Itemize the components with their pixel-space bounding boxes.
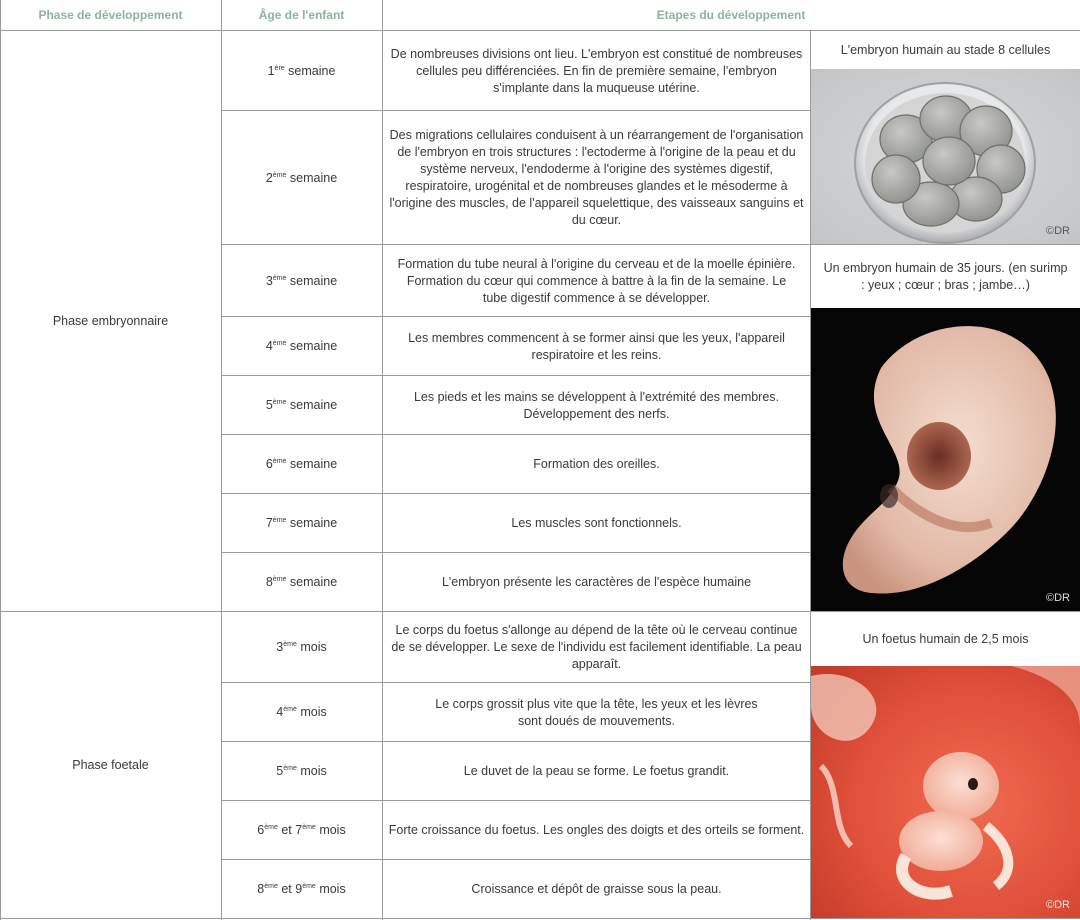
age-cell: 8ème et 9ème mois (257, 882, 346, 896)
grid-line (221, 0, 222, 920)
grid-line (221, 375, 810, 376)
grid-line (221, 682, 810, 683)
step-text: Formation des oreilles. (533, 457, 660, 471)
step-text: Le corps grossit plus vite que la tête, les yeux et les lèvres sont doués de mouvements. (435, 696, 758, 728)
grid-line (0, 0, 1, 920)
step-text: Le duvet de la peau se forme. Le foetus grandit. (463, 764, 730, 778)
age-cell: 3ème mois (276, 640, 327, 654)
grid-line (382, 0, 383, 920)
grid-line (810, 31, 811, 920)
grid-line (221, 316, 810, 317)
grid-line (221, 110, 810, 111)
photo-8-cell-embryo (811, 69, 1080, 245)
header-phase: Phase de développement (38, 8, 183, 22)
step-text: Croissance et dépôt de graisse sous la peau. (471, 882, 722, 896)
grid-line (221, 493, 810, 494)
photo-foetus-2-5-months (811, 666, 1080, 919)
image-caption: L'embryon humain au stade 8 cellules (811, 31, 1080, 69)
age-cell: 5ème mois (276, 764, 327, 778)
age-cell: 5ème semaine (265, 398, 338, 412)
age-cell: 4ème semaine (265, 339, 338, 353)
step-text: De nombreuses divisions ont lieu. L'embryon est constitué de nombreuses cellules peu différenciées. En fin de première semaine, l'embryon s'implante dans la muqueuse utérine. (390, 46, 803, 95)
age-cell: 6ème et 7ème mois (257, 823, 346, 837)
photo-35-day-embryo (811, 308, 1080, 612)
grid-line (221, 800, 810, 801)
image-credit: ©DR (1046, 899, 1070, 911)
step-text: Le corps du foetus s'allonge au dépend de la tête où le cerveau continue de se développer. Le sexe de l'individu est facilement identifiable. La peau apparaît. (391, 623, 802, 671)
image-credit: ©DR (1046, 592, 1070, 604)
age-cell: 4ème mois (276, 705, 327, 719)
phase-embryonic: Phase embryonnaire (52, 314, 169, 328)
step-text: Les membres commencent à se former ainsi que les yeux, l'appareil respiratoire et les reins. (408, 330, 785, 362)
grid-line (221, 741, 810, 742)
age-cell: 8ème semaine (265, 575, 338, 589)
grid-line (221, 859, 810, 860)
image-caption: Un embryon humain de 35 jours. (en surimp : yeux ; cœur ; bras ; jambe…) (811, 245, 1080, 308)
step-text: Formation du tube neural à l'origine du cerveau et de la moelle épinière. Formation du cœur qui commence à battre à la fin de la semaine. Le tube digestif commence à se développer. (397, 256, 796, 305)
grid-line (0, 918, 1080, 919)
step-text: Forte croissance du foetus. Les ongles des doigts et des orteils se forment. (388, 823, 805, 837)
grid-line (0, 30, 1080, 31)
age-cell: 1ère semaine (267, 63, 336, 78)
step-text: Les pieds et les mains se développent à l'extrémité des membres. Développement des nerfs. (413, 389, 780, 421)
grid-line (221, 552, 810, 553)
age-cell: 3ème semaine (265, 273, 338, 288)
image-caption: Un foetus humain de 2,5 mois (811, 612, 1080, 666)
step-text: Des migrations cellulaires conduisent à un réarrangement de l'organisation de l'embryon en trois structures : l'ectoderme à l'origine de la peau et du système nerveux, l'endoderme à l'origine des systèmes digestif, respiratoire, urogénital et de nombreuses glandes et le mésoderme à l'origine des muscles, de l'appareil squelettique, des vaisseaux sanguins et du cœur. (389, 128, 804, 227)
grid-line (0, 611, 1080, 612)
header-steps: Etapes du développement (656, 8, 806, 22)
age-cell: 6ème semaine (265, 457, 338, 471)
grid-line (221, 244, 1080, 245)
age-cell: 7ème semaine (265, 516, 338, 530)
image-credit: ©DR (1046, 225, 1070, 237)
step-text: L'embryon présente les caractères de l'espèce humaine (441, 575, 752, 589)
step-text: Les muscles sont fonctionnels. (511, 516, 682, 530)
grid-line (221, 434, 810, 435)
age-cell: 2ème semaine (265, 170, 338, 185)
header-age: Âge de l'enfant (258, 8, 345, 22)
phase-fetal: Phase foetale (72, 758, 149, 772)
